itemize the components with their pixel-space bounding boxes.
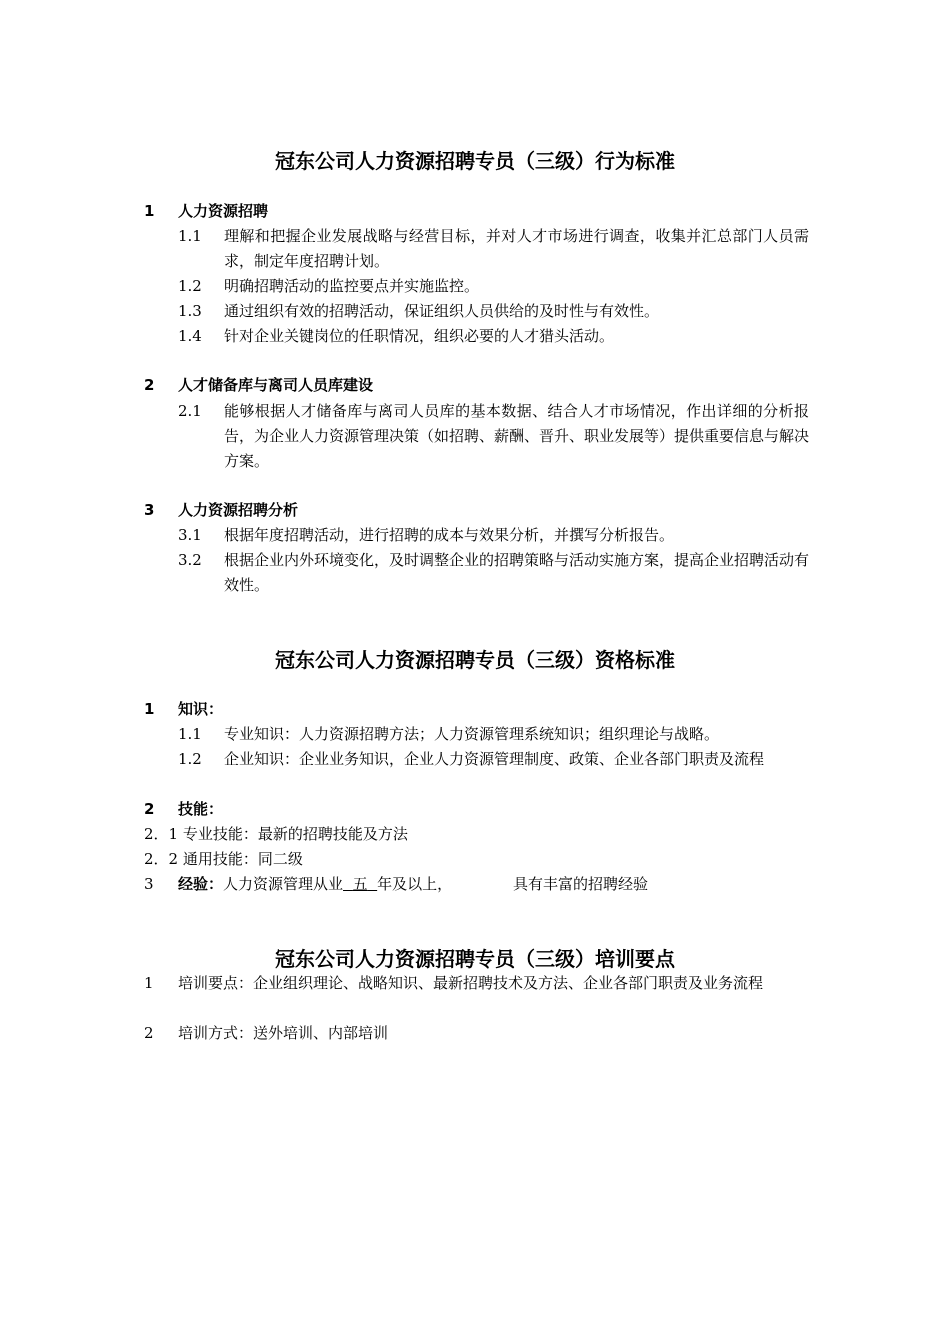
item-text: 根据年度招聘活动，进行招聘的成本与效果分析，并撰写分析报告。 (224, 526, 675, 544)
section-number: 1 (144, 700, 155, 718)
item-number: 2.1 (178, 402, 202, 420)
item-text: 企业知识：企业业务知识，企业人力资源管理制度、政策、企业各部门职责及流程 (224, 750, 765, 768)
item-number: 1.4 (178, 327, 202, 345)
qualification-title: 冠东公司人力资源招聘专员（三级）资格标准 (275, 648, 675, 672)
experience-before: 人力资源管理从业 (223, 875, 344, 893)
item-number: 3.1 (178, 526, 202, 544)
item-text: 培训要点：企业组织理论、战略知识、最新招聘技术及方法、企业各部门职责及业务流程 (178, 974, 764, 992)
section-heading: 人力资源招聘 (178, 202, 269, 220)
experience-extra: 具有丰富的招聘经验 (513, 875, 649, 893)
item-text: 专业知识：人力资源招聘方法；人力资源管理系统知识；组织理论与战略。 (224, 725, 720, 743)
item-number: 2 (144, 1024, 154, 1042)
section-number: 3 (144, 875, 154, 893)
item-text: 理解和把握企业发展战略与经营目标，并对人才市场进行调查，收集并汇总部门人员需求，制定年度招聘计划。 (224, 227, 809, 270)
section-heading: 人力资源招聘分析 (178, 501, 299, 519)
experience-text (178, 872, 452, 897)
section-number: 3 (144, 501, 155, 519)
item-text: 根据企业内外环境变化，及时调整企业的招聘策略与活动实施方案，提高企业招聘活动有效性。 (224, 551, 810, 594)
section-number: 2 (144, 800, 155, 818)
section-heading: 知识： (178, 700, 224, 718)
section-number: 1 (144, 202, 155, 220)
experience-label: 经验： (178, 875, 224, 893)
section-heading: 人才储备库与离司人员库建设 (178, 376, 374, 394)
item-number: 1.3 (178, 302, 202, 320)
item-number: 1.2 (178, 750, 202, 768)
section-number: 2 (144, 376, 155, 394)
section-heading: 技能： (178, 800, 224, 818)
item-number: 1.1 (178, 227, 202, 245)
item-text: 针对企业关键岗位的任职情况，组织必要的人才猎头活动。 (224, 327, 615, 345)
skill-line: 2．1 专业技能：最新的招聘技能及方法 (144, 825, 408, 843)
item-number: 1 (144, 974, 154, 992)
item-text: 能够根据人才储备库与离司人员库的基本数据、结合人才市场情况，作出详细的分析报告，为企业人力资源管理决策（如招聘、薪酬、晋升、职业发展等）提供重要信息与解决方案。 (224, 402, 810, 470)
training-title: 冠东公司人力资源招聘专员（三级）培训要点 (275, 947, 675, 971)
behavior-title: 冠东公司人力资源招聘专员（三级）行为标准 (275, 149, 675, 173)
item-text: 培训方式：送外培训、内部培训 (178, 1024, 389, 1042)
item-number: 1.2 (178, 277, 202, 295)
item-number: 1.1 (178, 725, 202, 743)
experience-after: 年及以上， (377, 875, 453, 893)
skill-line: 2．2 通用技能：同二级 (144, 850, 303, 868)
experience-years: 五 (352, 875, 368, 893)
item-text: 通过组织有效的招聘活动，保证组织人员供给的及时性与有效性。 (224, 302, 660, 320)
item-number: 3.2 (178, 551, 202, 569)
item-text: 明确招聘活动的监控要点并实施监控。 (224, 277, 480, 295)
